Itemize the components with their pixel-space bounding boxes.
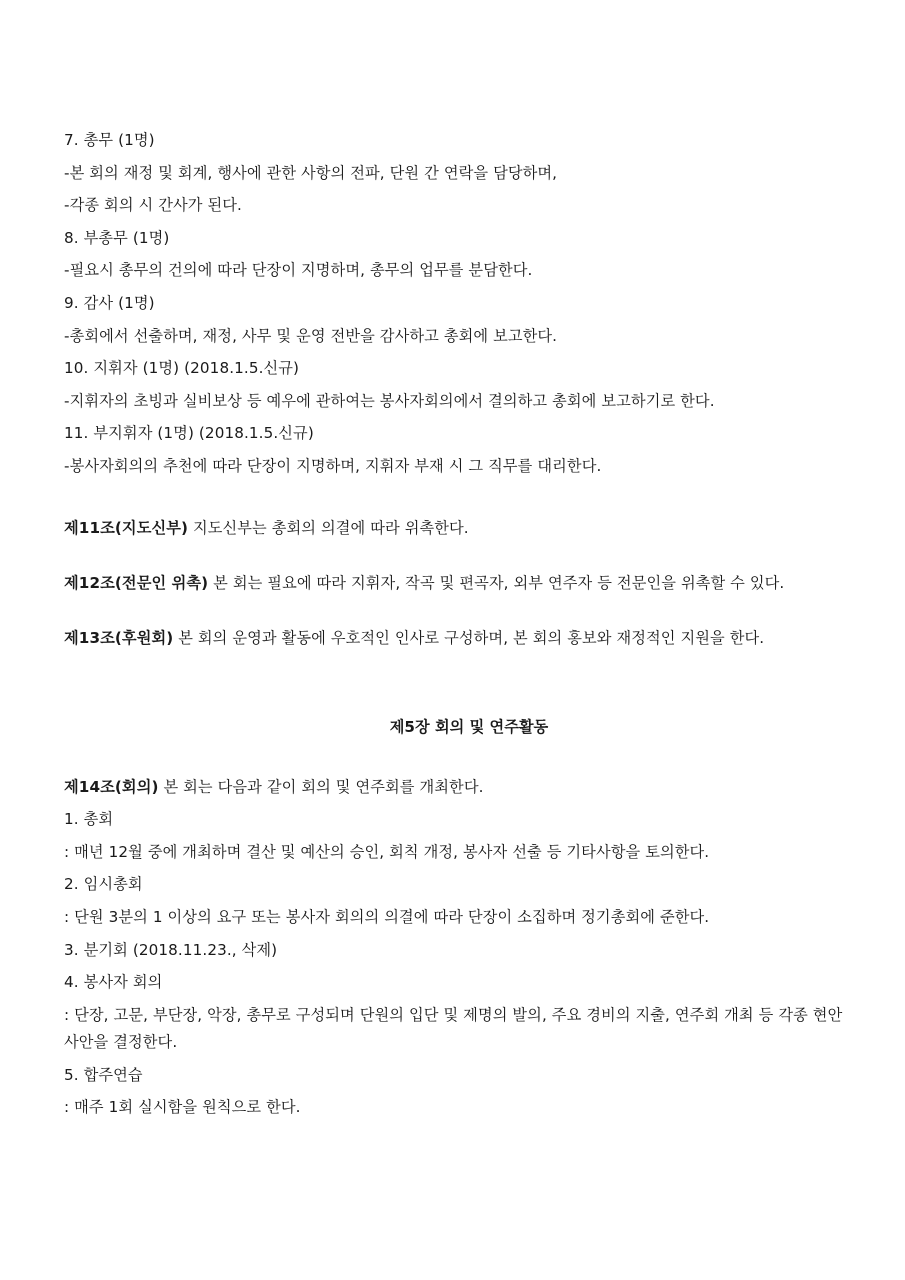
text-line: -총회에서 선출하며, 재정, 사무 및 운영 전반을 감사하고 총회에 보고한다.: [64, 326, 558, 345]
text-line: 9. 감사 (1명): [64, 293, 155, 312]
article-14-text: 본 회는 다음과 같이 회의 및 연주회를 개최한다.: [158, 777, 484, 796]
meeting-item-4-text: : 단장, 고문, 부단장, 악장, 총무로 구성되며 단원의 입단 및 제명의 발의, 주요 경비의 지출, 연주회 개최 등 각종 현안사안을 결정한다.: [64, 1005, 843, 1051]
document-page: [64, 124, 844, 1124]
text-line: -각종 회의 시 간사가 된다.: [64, 196, 242, 215]
chapter-heading: 제5장 회의 및 연주활동: [389, 717, 549, 736]
article-13-text: 본 회의 운영과 활동에 우호적인 인사로 구성하며, 본 회의 홍보와 재정적인 지원을 한다.: [173, 628, 765, 647]
text-line: -봉사자회의의 추천에 따라 단장이 지명하며, 지휘자 부재 시 그 직무를 대리한다.: [64, 456, 602, 475]
article-12-text: 본 회는 필요에 따라 지휘자, 작곡 및 편곡자, 외부 연주자 등 전문인을 위촉할 수 있다.: [208, 573, 785, 592]
text-line: -본 회의 재정 및 회계, 행사에 관한 사항의 전파, 단원 간 연락을 담당하며,: [64, 163, 558, 182]
text-line: -필요시 총무의 건의에 따라 단장이 지명하며, 총무의 업무를 분담한다.: [64, 261, 533, 280]
text-line: 4. 봉사자 회의: [64, 973, 163, 992]
text-line: 2. 임시총회: [64, 875, 143, 894]
text-line: 3. 분기회 (2018.11.23., 삭제): [64, 940, 278, 959]
article-11-text: 지도신부는 총회의 의결에 따라 위촉한다.: [188, 518, 469, 537]
text-line: : 매년 12월 중에 개최하며 결산 및 예산의 승인, 회칙 개정, 봉사자 선출 등 기타사항을 토의한다.: [64, 842, 710, 861]
article-12-title: 제12조(전문인 위촉): [64, 573, 209, 592]
text-line: 11. 부지휘자 (1명) (2018.1.5.신규): [64, 424, 314, 443]
text-line: : 단원 3분의 1 이상의 요구 또는 봉사자 회의의 의결에 따라 단장이 소집하며 정기총회에 준한다.: [64, 907, 710, 926]
article-14-title: 제14조(회의): [64, 777, 159, 796]
article-13: [64, 625, 844, 652]
text-line: 10. 지휘자 (1명) (2018.1.5.신규): [64, 359, 300, 378]
text-line: 7. 총무 (1명): [64, 131, 155, 149]
text-line: -지휘자의 초빙과 실비보상 등 예우에 관하여는 봉사자회의에서 결의하고 총회에 보고하기로 한다.: [64, 391, 715, 410]
article-14: [64, 771, 844, 804]
text-line: 8. 부총무 (1명): [64, 228, 170, 247]
article-11-title: 제11조(지도신부): [64, 518, 189, 537]
text-line: 1. 총회: [64, 810, 114, 829]
meeting-item-5-title: 5. 합주연습: [64, 1065, 143, 1084]
article-12: [64, 570, 844, 597]
meeting-item-5-text: : 매주 1회 실시함을 원칙으로 한다.: [64, 1098, 301, 1117]
article-13-title: 제13조(후원회): [64, 628, 174, 647]
article-11: [64, 515, 844, 542]
